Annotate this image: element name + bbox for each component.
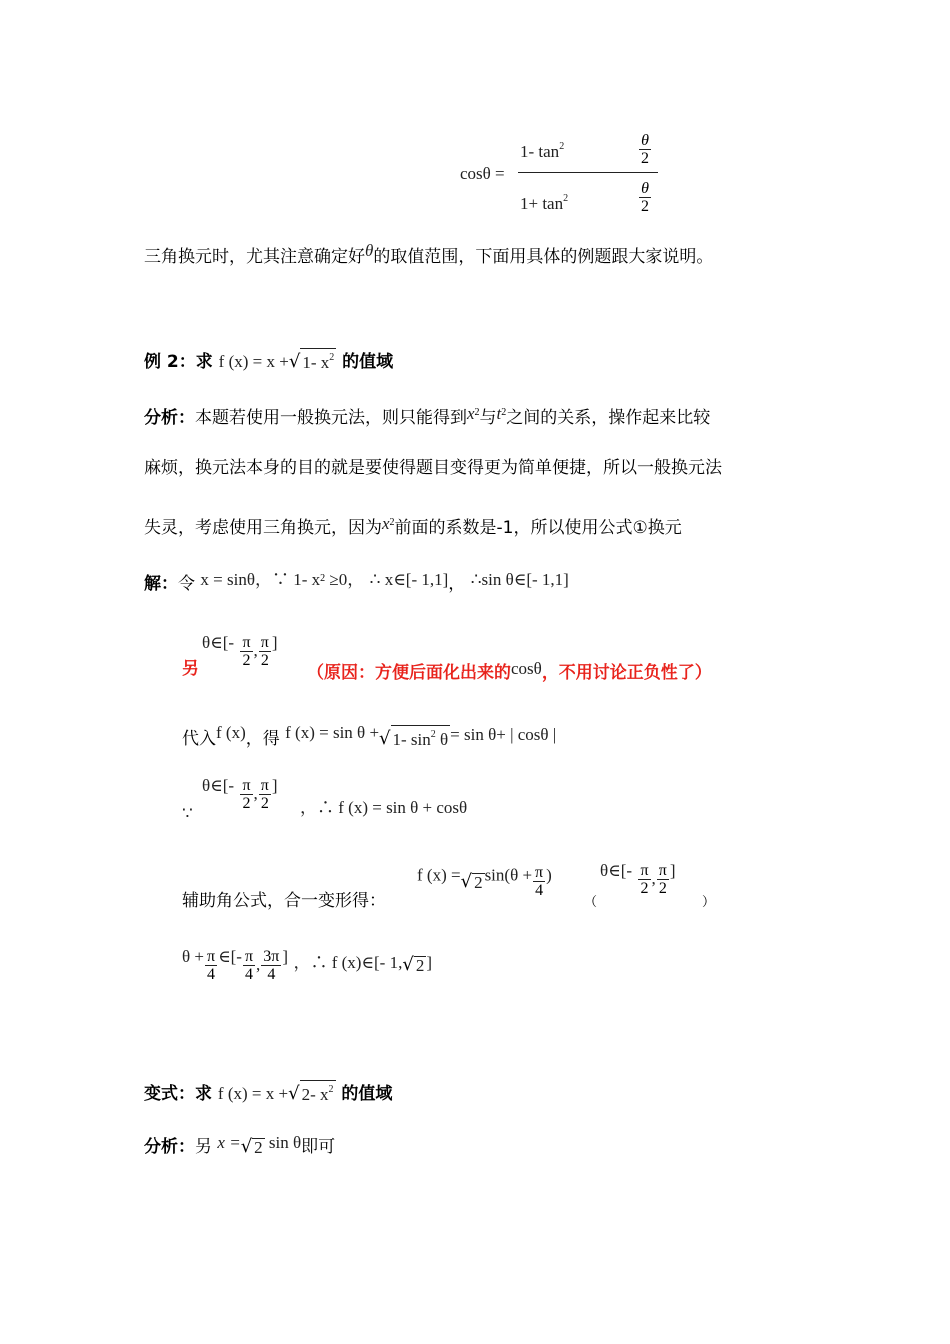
variant-analysis: 分析：另 x = √ 2 sin θ即可 (144, 1133, 336, 1157)
example-2-heading: 例 2：求 f (x) = x + √ 1- $x^2$ 的值域 (144, 348, 393, 373)
formula-den-theta-frac: θ 2 (641, 180, 649, 215)
formula-main-bar (518, 172, 658, 173)
formula-lhs: cosθ = (460, 164, 505, 183)
auxiliary-angle-line: 辅助角公式，合一变形得： f (x) = √ 2 sin(θ + $\frac{\pi}{4}$ ) （ θ∈[- $\frac{\pi}{2}$ , $\frac{\pi}{2}$ ] ） (182, 861, 716, 911)
solution-line-1: 解：令 x = sinθ，∵ 1- $x^2 \ge 0$， ∴ x∈[- 1,1]， ∴sin θ∈[- 1,1] (144, 570, 569, 594)
analysis-line-1: 分析：本题若使用一般换元法，则只能得到$x^2$与$t^2$之间的关系，操作起来比较 (144, 404, 711, 428)
shifted-range-line: θ + $\frac{\pi}{4}$ ∈[- $\frac{\pi}{4}$ , $\frac{3\pi}{4}$ ] ，∴ f (x)∈[- 1, √ 2 ] (182, 947, 432, 983)
reason-note: （原因：方便后面化出来的cosθ，不用讨论正负性了） (307, 659, 712, 683)
variant-heading: 变式：求 f (x) = x + √ 2- $x^2$ 的值域 (144, 1080, 392, 1105)
theta-range-expr: θ∈[- $\frac{\pi}{2}$ , $\frac{\pi}{2}$ ] (202, 633, 278, 669)
analysis-line-2: 麻烦，换元法本身的目的就是要使得题目变得更为简单便捷，所以一般换元法 (144, 458, 722, 478)
analysis-line-3: 失灵，考虑使用三角换元，因为$x^2$前面的系数是-1，所以使用公式①换元 (144, 514, 682, 538)
formula-numerator: 1- $\tan^2$ (520, 141, 565, 161)
substitution-line: 代入f (x)，得 f (x) = sin θ + √ 1- $\sin^2 \theta$ = sin θ+ | cosθ | (182, 723, 557, 749)
formula-num-theta-frac: θ 2 (641, 132, 649, 167)
intro-paragraph: 三角换元时，尤其注意确定好θ的取值范围，下面用具体的例题跟大家说明。 (144, 241, 714, 267)
formula-denominator: $1+ \tan^2$ (520, 193, 569, 213)
